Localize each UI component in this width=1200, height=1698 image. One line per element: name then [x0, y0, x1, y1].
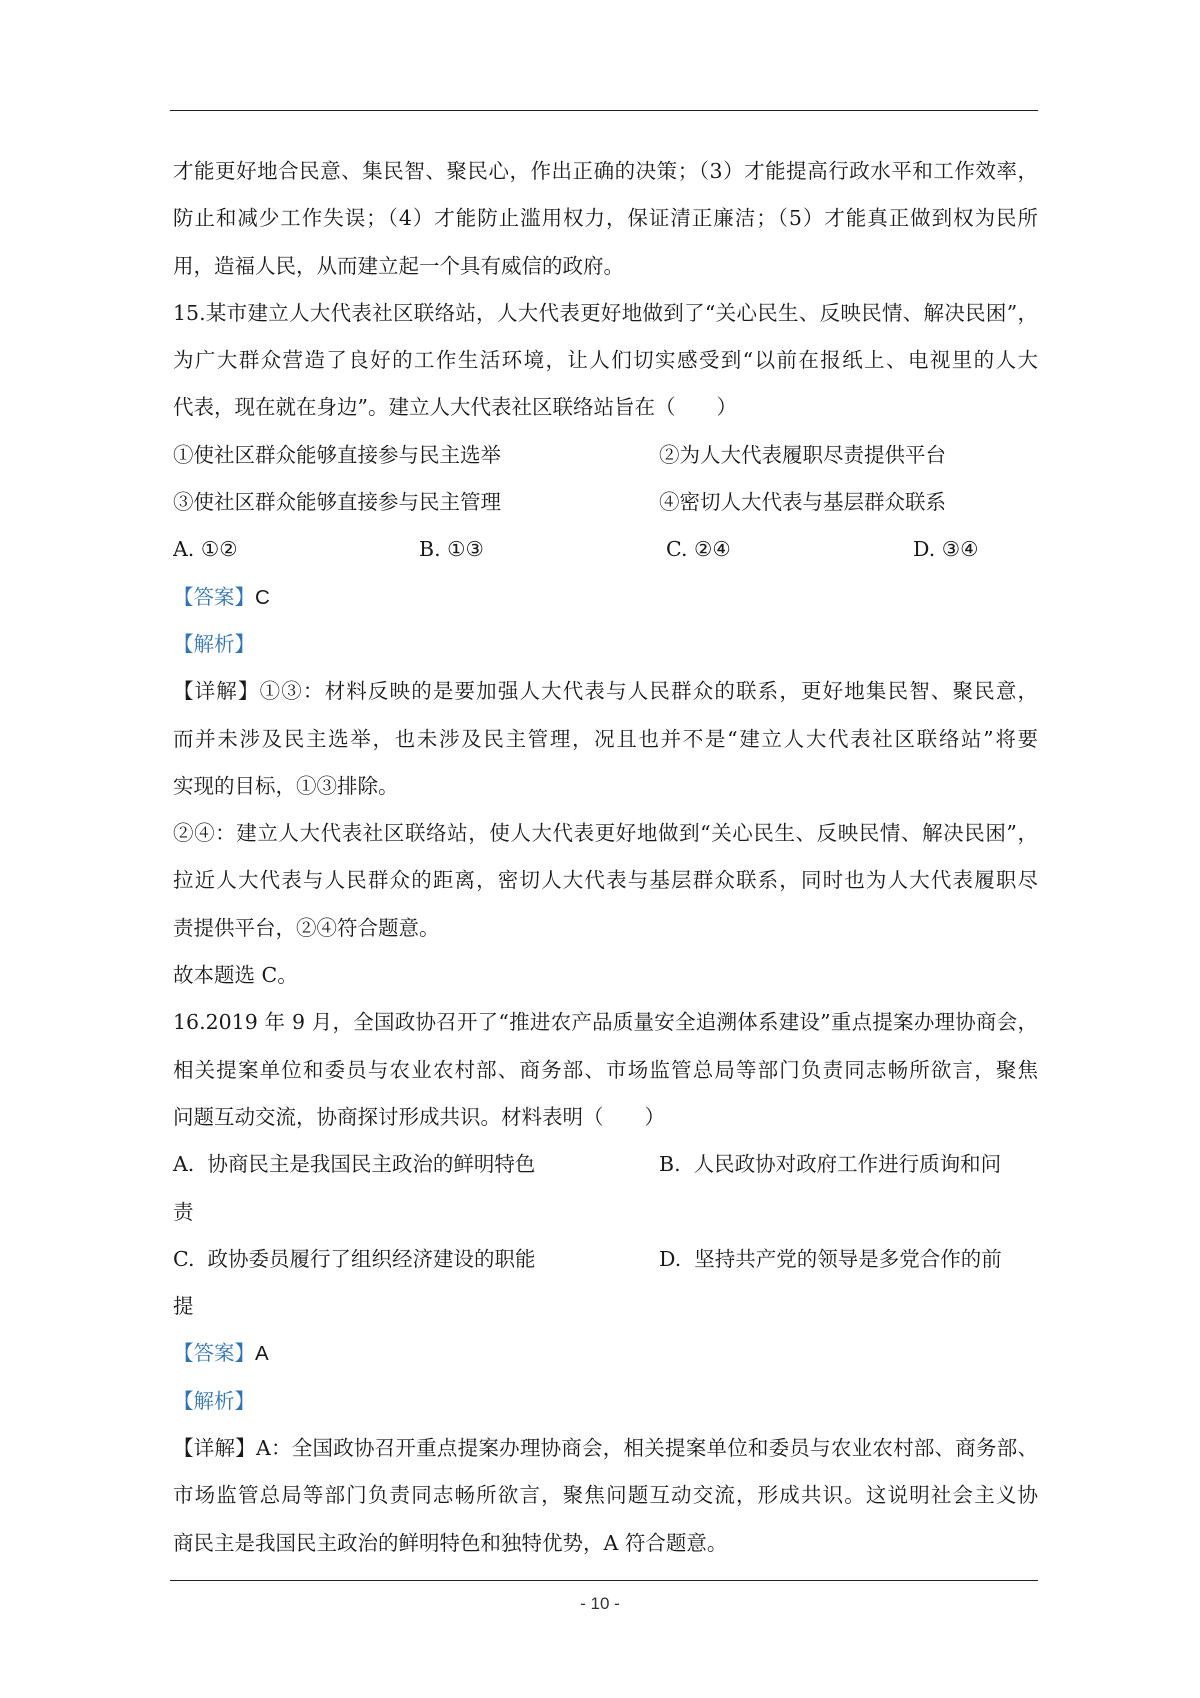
question-16-option-d: [659, 1236, 1002, 1283]
question-15-option-d: D. ③④: [913, 537, 979, 562]
option-label: A.: [173, 1152, 195, 1177]
option-text: 人民政协对政府工作进行质询和问: [693, 1152, 1002, 1177]
paragraph-line: 防止和减少工作失误；（4）才能防止滥用权力，保证清正廉洁；（5）才能真正做到权为民所: [173, 206, 1038, 231]
question-15-item: ④密切人大代表与基层群众联系: [659, 490, 946, 515]
question-16-detail: 市场监管总局等部门负责同志畅所欲言，聚焦问题互动交流，形成共识。这说明社会主义协: [173, 1483, 1038, 1508]
analysis-tag: 【解析】: [173, 1388, 255, 1413]
question-15-answer: [173, 574, 1038, 621]
question-16-detail: [173, 1425, 1038, 1472]
detail-text: A：全国政协召开重点提案办理协商会，相关提案单位和委员与农业农村部、商务部、: [255, 1436, 1038, 1461]
page-number: - 10 -: [580, 1594, 620, 1613]
question-16-stem: 相关提案单位和委员与农业农村部、商务部、市场监管总局等部门负责同志畅所欲言，聚焦: [173, 1057, 1038, 1082]
question-15-analysis-heading: [173, 621, 1038, 668]
question-15-options-row: [173, 526, 1038, 573]
question-15-detail: 实现的目标，①③排除。: [173, 773, 399, 798]
question-15-detail: 拉近人大代表与人民群众的距离，密切人大代表与基层群众联系，同时也为人大代表履职尽: [173, 868, 1038, 893]
question-16-stem: 16.2019 年 9 月，全国政协召开了“推进农产品质量安全追溯体系建设”重点提案办理协商会，: [173, 1010, 1038, 1035]
question-16-option-d-wrap: 提: [173, 1294, 194, 1319]
question-16-options-row: [173, 1236, 1038, 1283]
page-content: [173, 148, 1038, 1567]
detail-tag: 【详解】: [173, 1436, 256, 1461]
paragraph-line: 才能更好地合民意、集民智、聚民心，作出正确的决策；（3）才能提高行政水平和工作效率，: [173, 159, 1038, 183]
question-16-option-a: [173, 1141, 659, 1188]
question-16-detail: 商民主是我国民主政治的鲜明特色和独特优势，A 符合题意。: [173, 1530, 728, 1555]
answer-value: A: [255, 1342, 269, 1366]
option-label: D.: [659, 1246, 682, 1271]
question-15-items-row: [173, 479, 1038, 526]
question-15-item: ③使社区群众能够直接参与民主管理: [173, 490, 501, 515]
paragraph-line: 用，造福人民，从而建立起一个具有威信的政府。: [173, 253, 624, 278]
question-15-conclusion: 故本题选 C。: [173, 963, 298, 988]
question-16-option-b: [659, 1141, 1001, 1188]
question-15-stem: 代表，现在就在身边”。建立人大代表社区联络站旨在（ ）: [173, 395, 737, 420]
question-16-analysis-heading: [173, 1378, 1038, 1425]
header-rule: [170, 110, 1038, 111]
question-15-stem: 为广大群众营造了良好的工作生活环境，让人们切实感受到“以前在报纸上、电视里的人大: [173, 348, 1038, 373]
question-15-detail: ②④：建立人大代表社区联络站，使人大代表更好地做到“关心民生、反映民情、解决民困”，: [173, 821, 1038, 846]
option-label: C.: [173, 1246, 195, 1271]
question-15-items-row: [173, 432, 1038, 479]
question-15-option-a: A. ①②: [173, 537, 238, 562]
question-15-item: ②为人大代表履职尽责提供平台: [659, 442, 946, 467]
question-15-option-c: C. ②④: [666, 537, 731, 562]
question-15-stem: 15.某市建立人大代表社区联络站，人大代表更好地做到了“关心民生、反映民情、解决民困”，: [173, 300, 1038, 325]
question-16-option-c: [173, 1236, 659, 1283]
question-15-option-b: B. ①③: [419, 537, 484, 562]
answer-value: C: [255, 585, 270, 609]
question-15-item: ①使社区群众能够直接参与民主选举: [173, 442, 501, 467]
question-16-option-b-wrap: 责: [173, 1199, 194, 1224]
question-15-detail: 责提供平台，②④符合题意。: [173, 915, 440, 940]
question-16-stem: 问题互动交流，协商探讨形成共识。材料表明（ ）: [173, 1104, 665, 1129]
question-16-answer: [173, 1330, 1038, 1377]
detail-text: ①③：材料反映的是要加强人大代表与人民群众的联系，更好地集民智、聚民意，: [259, 679, 1039, 704]
answer-tag: 【答案】: [173, 1341, 255, 1366]
question-16-options-row: [173, 1141, 1038, 1188]
analysis-tag: 【解析】: [173, 631, 255, 656]
answer-tag: 【答案】: [173, 584, 255, 609]
option-text: 协商民主是我国民主政治的鲜明特色: [207, 1152, 536, 1177]
question-15-detail: 而并未涉及民主选举，也未涉及民主管理，况且也并不是“建立人大代表社区联络站”将要: [173, 726, 1038, 751]
option-text: 政协委员履行了组织经济建设的职能: [207, 1246, 536, 1271]
option-text: 坚持共产党的领导是多党合作的前: [694, 1246, 1002, 1271]
question-15-detail: [173, 668, 1038, 715]
footer-rule: [170, 1580, 1038, 1581]
option-label: B.: [659, 1152, 681, 1177]
detail-tag: 【详解】: [173, 679, 260, 704]
